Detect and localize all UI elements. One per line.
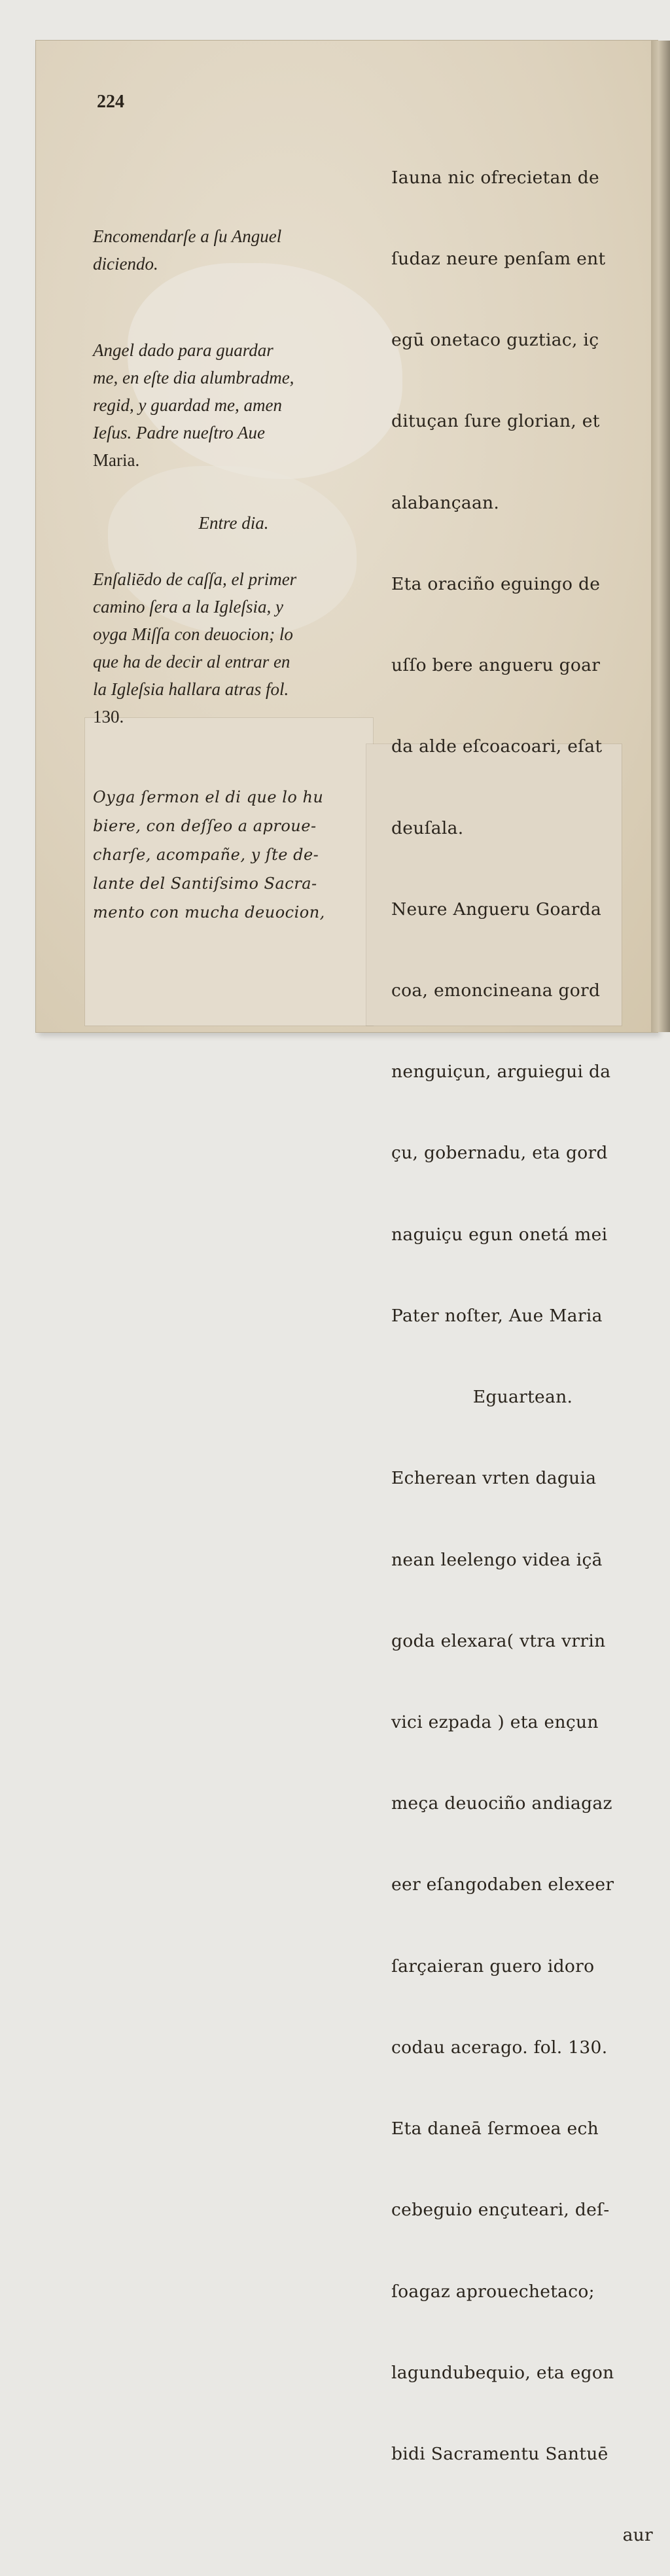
text-line: lagundubequio, eta egon	[391, 2362, 614, 2383]
text-line: Angel dado para guardar	[93, 340, 273, 360]
text-line: Neure Angueru Goarda	[391, 899, 602, 920]
text-line: Ieſus. Padre nueſtro Aue	[93, 423, 265, 442]
basque-column	[391, 110, 654, 2576]
text-line: nean leelengo videa içā	[391, 1549, 603, 1570]
text-line: que ha de decir al entrar en	[93, 652, 291, 671]
text-line: camino ſera a la Igleſsia, y	[93, 597, 283, 617]
text-line: coa, emoncineana gord	[391, 980, 601, 1001]
text-line: Pater noſter, Aue Maria	[391, 1305, 603, 1326]
text-line: bidi Sacramentu Santuē	[391, 2443, 608, 2464]
text-line: deuſala.	[391, 817, 464, 838]
spanish-prayer	[93, 336, 374, 474]
text-line: ſarçaieran guero idoro	[391, 1956, 595, 1977]
subheading: Entre dia.	[198, 513, 269, 533]
text-line: la Igleſsia hallara atras fol.	[93, 679, 289, 699]
text-line: naguiçu egun onetá mei	[391, 1224, 608, 1245]
text-line: diciendo.	[93, 254, 158, 274]
text-line: dituçan ſure glorian, et	[391, 411, 600, 432]
text-line: oyga Miſſa con deuocion; lo	[93, 624, 293, 644]
text-line: Enſaliēdo de caſſa, el primer	[93, 569, 297, 589]
text-line: 130.	[93, 707, 124, 726]
text-line: charſe, acompañe, y ſte de-	[93, 846, 319, 864]
text-line: lante del Santiſsimo Sacra-	[93, 874, 317, 893]
text-line: çu, gobernadu, eta gord	[391, 1143, 608, 1164]
handwritten-insert	[93, 783, 374, 927]
text-line: meça deuociño andiagaz	[391, 1793, 612, 1814]
text-line: Iauna nic ofrecietan de	[391, 167, 600, 188]
text-line: Eta oraciño eguingo de	[391, 573, 601, 594]
text-line: vici ezpada ) eta ençun	[391, 1711, 599, 1732]
page-number: 224	[97, 92, 124, 112]
catchword: aur	[622, 2525, 653, 2546]
text-line: codau acerago. fol. 130.	[391, 2037, 608, 2058]
text-line: regid, y guardad me, amen	[93, 395, 282, 415]
spanish-instruction	[93, 565, 374, 730]
basque-subheading: Eguartean.	[472, 1387, 573, 1408]
text-line: alabançaan.	[391, 492, 500, 513]
text-line: egū onetaco guztiac, iç	[391, 330, 599, 351]
text-line: eer eſangodaben elexeer	[391, 1874, 614, 1895]
text-line: goda elexara( vtra vrrin	[391, 1630, 606, 1651]
text-line: da alde eſcoacoari, eſat	[391, 736, 603, 757]
text-line: Maria.	[93, 450, 140, 470]
text-line: Encomendarſe a ſu Anguel	[93, 226, 282, 246]
text-line: mento con mucha deuocion,	[93, 903, 325, 921]
text-line: biere, con deſſeo a aproue-	[93, 817, 317, 835]
text-line: Oyga ſermon el di que lo hu	[93, 788, 324, 806]
text-line: ſudaz neure penſam ent	[391, 249, 606, 270]
text-line: uſſo bere angueru goar	[391, 655, 601, 676]
spanish-heading	[93, 223, 374, 277]
text-line: Eta daneā ſermoea ech	[391, 2119, 599, 2139]
text-line: me, en eſte dia alumbradme,	[93, 368, 294, 387]
spanish-subheading	[93, 509, 374, 537]
text-line: cebeguio ençuteari, deſ-	[391, 2200, 610, 2221]
text-line: nenguiçun, arguiegui da	[391, 1062, 611, 1082]
text-line: Echerean vrten daguia	[391, 1468, 597, 1489]
text-line: ſoagaz aprouechetaco;	[391, 2281, 595, 2302]
